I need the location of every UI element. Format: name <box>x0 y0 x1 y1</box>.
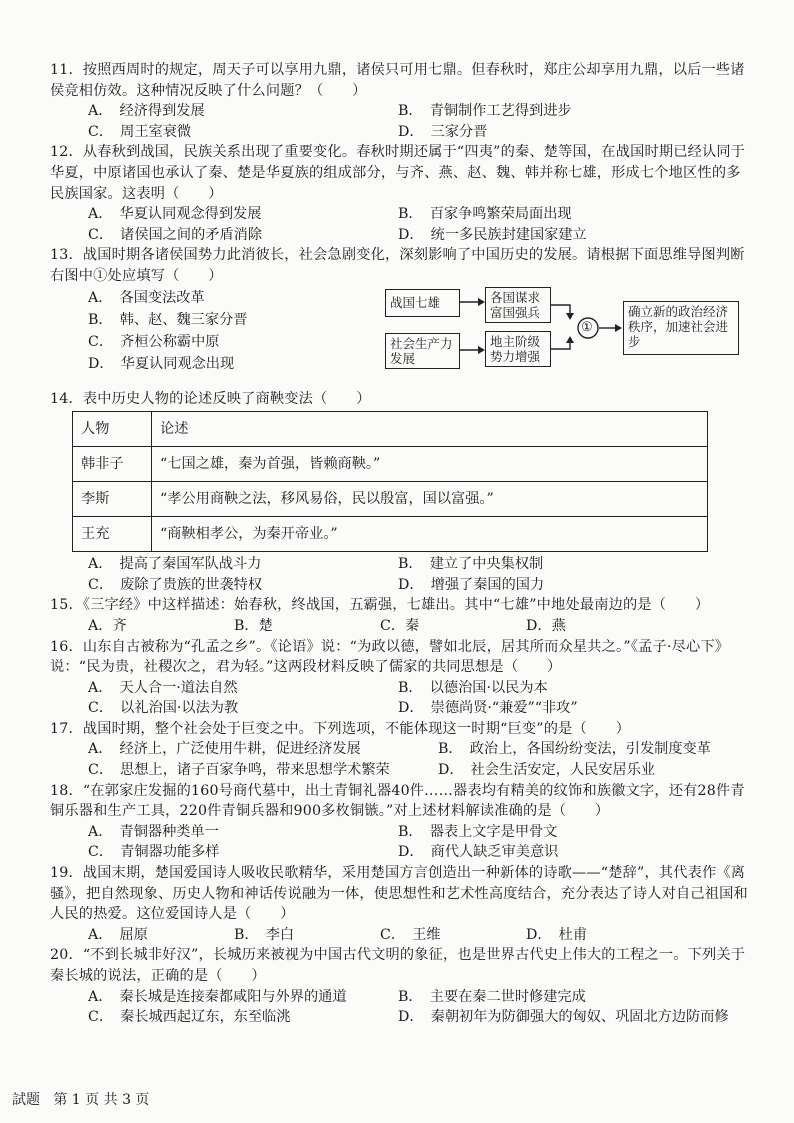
table-header-row <box>73 412 708 447</box>
option-12-d: D． 统一多民族封建国家建立 <box>398 226 587 243</box>
quote-table <box>72 411 708 552</box>
option-11-c: C． 周王室衰微 <box>88 123 192 140</box>
question-12 <box>50 142 750 245</box>
table-cell-person: 李斯 <box>73 482 152 517</box>
mind-map-circle-label: ① <box>581 319 593 335</box>
option-18-b: B． 器表上文字是甲骨文 <box>398 823 558 840</box>
question-11-options <box>50 101 750 142</box>
question-14-stem: 14．表中历史人物的论述反映了商鞅变法（ ） <box>50 390 371 407</box>
option-11-b: B． 青铜制作工艺得到进步 <box>398 103 572 120</box>
mind-map-box-landlord: 地主阶级势力增强 <box>485 331 551 367</box>
option-19-d: D． 杜甫 <box>526 926 588 943</box>
option-15-c: C．秦 <box>380 617 420 634</box>
question-20 <box>50 945 750 1027</box>
question-18-stem: 18．“在郭家庄发掘的160号商代墓中，出土青铜礼器40件……器表均有精美的纹饰和族徽文字，还有28件青铜乐器和生产工具，220件青铜兵器和900多枚铜镞。”对上述材料解读准确的是（ ） <box>50 782 745 820</box>
option-16-a: A． 天人合一·道法自然 <box>88 679 238 696</box>
footer-label: 試题 <box>12 1092 40 1108</box>
option-12-b: B． 百家争鸣繁荣局面出现 <box>398 206 572 223</box>
question-20-stem: 20．“不到长城非好汉”，长城历来被视为中国古代文明的象征，也是世界古代史上伟大的工程之一。下列关于秦长城的说法，正确的是（ ） <box>50 947 746 984</box>
option-15-a: A．齐 <box>88 617 127 634</box>
question-13-stem: 13．战国时期各诸侯国势力此消彼长，社会急剧变化，深刻影响了中国历史的发展。请根据下面思维导图判断右图中①处应填写（ ） <box>50 247 745 284</box>
question-17-stem: 17．战国时期，整个社会处于巨变之中。下列选项，不能体现这一时期“巨变”的是（ ） <box>50 720 631 737</box>
option-16-b: B． 以德治国·以民为本 <box>398 679 548 696</box>
question-17 <box>50 719 750 781</box>
option-17-d: D． 社会生活安定，人民安居乐业 <box>438 762 656 779</box>
exam-page <box>50 60 750 1028</box>
question-15-options <box>50 616 750 637</box>
option-18-c: C． 青铜器功能多样 <box>88 844 220 861</box>
option-19-a: A． 屈原 <box>88 926 148 943</box>
page-number: 第 1 页 共 3 页 <box>53 1092 150 1108</box>
option-15-b: B．楚 <box>234 617 273 634</box>
table-cell-quote: “孝公用商鞅之法，移风易俗，民以殷富，国以富强。” <box>152 482 708 517</box>
mind-map-diagram <box>385 283 750 387</box>
option-16-d: D． 崇德尚贤·“兼爱”“非攻” <box>398 700 578 717</box>
option-15-d: D．燕 <box>526 617 566 634</box>
option-20-a: A． 秦长城是连接秦都咸阳与外界的通道 <box>88 988 347 1005</box>
question-20-options <box>50 987 750 1028</box>
option-16-c: C． 以礼治国·以法为教 <box>88 700 239 717</box>
table-row <box>73 517 708 552</box>
option-18-a: A． 青铜器种类单一 <box>88 823 219 840</box>
option-14-d: D． 增强了秦国的国力 <box>398 576 545 593</box>
question-19 <box>50 863 750 945</box>
option-14-c: C． 废除了贵族的世袭特权 <box>88 576 263 593</box>
table-cell-person: 韩非子 <box>73 447 152 482</box>
table-row <box>73 447 708 482</box>
question-14-options <box>50 554 750 595</box>
table-header-quote: 论述 <box>152 412 708 447</box>
question-11-stem: 11．按照西周时的规定，周天子可以享用九鼎，诸侯只可用七鼎。但春秋时，郑庄公却享用九鼎，以后一些诸侯竞相仿效。这种情况反映了什么问题？（ ） <box>50 62 745 99</box>
option-17-a: A． 经济上，广泛使用牛耕，促进经济发展 <box>88 741 361 758</box>
mind-map-box-productivity: 社会生产力发展 <box>385 333 460 369</box>
option-14-b: B． 建立了中央集权制 <box>398 556 544 573</box>
question-13 <box>50 245 750 388</box>
option-12-c: C． 诸侯国之间的矛盾消除 <box>88 226 263 243</box>
table-cell-quote: “七国之雄，秦为首强，皆赖商鞅。” <box>152 447 708 482</box>
question-18-options <box>50 822 750 863</box>
question-19-stem: 19．战国末期，楚国爱国诗人吸收民歌精华，采用楚国方言创造出一种新体的诗歌——“楚辞”，其代表作《离骚》，把自然现象、历史人物和神话传说融为一体，使思想性和艺术性高度结合，充分表达了诗人对自己祖国和人民的热爱。这位爱国诗人是（ ） <box>50 865 748 923</box>
question-15-stem: 15．《三字经》中这样描述：始春秋，终战国，五霸强，七雄出。其中“七雄”中地处最南边的是（ ） <box>50 597 710 614</box>
question-12-stem: 12．从春秋到战国，民族关系出现了重要变化。春秋时期还属于“四夷”的秦、楚等国，在战国时期已经认同于华夏，中原诸国也承认了秦、楚是华夏族的组成部分，与齐、燕、赵、魏、韩并称七雄，形成七个地区性的多民族国家。这表明（ ） <box>50 144 746 202</box>
option-17-b: B． 政治上，各国纷纷变法，引发制度变革 <box>438 741 711 758</box>
option-12-a: A． 华夏认同观念得到发展 <box>88 206 262 223</box>
question-17-options <box>50 739 750 780</box>
table-cell-person: 王充 <box>73 517 152 552</box>
question-16 <box>50 637 750 719</box>
option-20-d: D． 秦朝初年为防御强大的匈奴、巩固北方边防而修 <box>398 1009 729 1026</box>
option-13-d: D． 华夏认同观念出现 <box>88 355 235 372</box>
question-15 <box>50 595 750 636</box>
option-19-c: C． 王维 <box>380 926 441 943</box>
question-16-stem: 16．山东自古被称为“孔孟之乡”。《论语》说：“为政以德，譬如北辰，居其所而众星共之。”《孟子·尽心下》说：“民为贵，社稷次之，君为轻。”这两段材料反映了儒家的共同思想是（ ） <box>50 638 730 676</box>
table-header-person: 人物 <box>73 412 152 447</box>
option-18-d: D． 商代人缺乏审美意识 <box>398 844 559 861</box>
option-19-b: B． 李白 <box>234 926 295 943</box>
option-20-c: C． 秦长城西起辽东，东至临洮 <box>88 1009 291 1026</box>
question-12-options <box>50 204 750 245</box>
table-cell-quote: “商鞅相孝公，为秦开帝业。” <box>152 517 708 552</box>
question-19-options <box>50 925 750 946</box>
question-18 <box>50 781 750 863</box>
option-17-c: C． 思想上，诸子百家争鸣，带来思想学术繁荣 <box>88 762 390 779</box>
option-13-c: C． 齐桓公称霸中原 <box>88 333 220 350</box>
question-13-options <box>88 287 388 375</box>
question-14 <box>50 389 750 596</box>
option-20-b: B． 主要在秦二世时修建完成 <box>398 988 586 1005</box>
option-13-b: B． 韩、赵、魏三家分晋 <box>88 311 248 328</box>
option-11-a: A． 经济得到发展 <box>88 103 205 120</box>
mind-map-box-result: 确立新的政治经济秩序，加速社会进步 <box>623 301 739 355</box>
mind-map-box-reform: 各国谋求富国强兵 <box>485 287 551 323</box>
option-13-a: A． 各国变法改革 <box>88 289 205 306</box>
question-11 <box>50 60 750 142</box>
page-footer <box>12 1090 149 1111</box>
question-16-options <box>50 678 750 719</box>
option-11-d: D． 三家分晋 <box>398 123 488 140</box>
option-14-a: A． 提高了秦国军队战斗力 <box>88 556 262 573</box>
mind-map-box-seven-states: 战国七雄 <box>385 289 460 317</box>
table-row <box>73 482 708 517</box>
